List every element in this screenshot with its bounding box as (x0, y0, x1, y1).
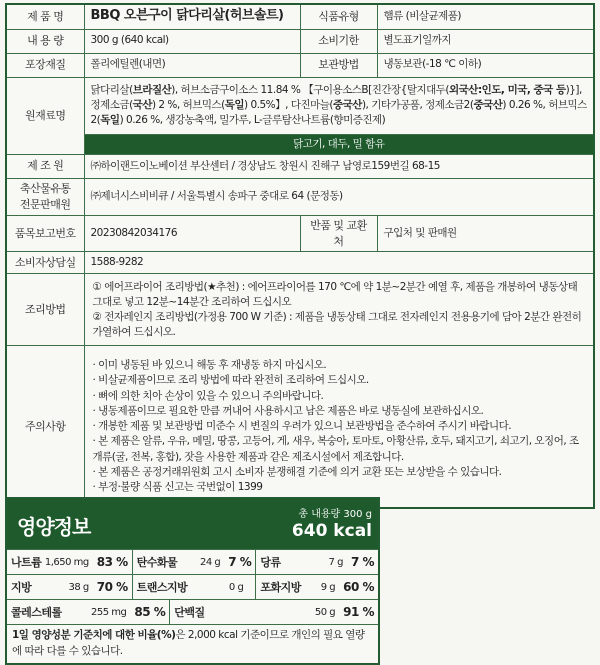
content: 300 g (640 kcal) (84, 29, 300, 53)
label-storage: 보관방법 (300, 53, 377, 77)
seller: ㈜제너시스비비큐 / 서울특별시 송파구 중대로 64 (문정동) (84, 178, 594, 215)
nutrient-amount: 7 g (328, 556, 343, 568)
nutrition-title: 영양정보 (17, 515, 91, 539)
nutrient-name: 트랜스지방 (136, 581, 188, 594)
ingredient-text: 중국산 (473, 98, 503, 111)
return: 구입처 및 판매원 (377, 215, 594, 252)
nutrient-amount: 0 g (228, 581, 244, 593)
nutrient-amount: 38 g (68, 581, 89, 593)
label-cooking: 조리방법 (6, 274, 84, 346)
consumer-phone: 1588-9282 (84, 252, 594, 274)
caution-item: · 냉동제품이므로 필요한 만큼 꺼내어 사용하시고 남은 제품은 바로 냉동실에 보관하십시오. (92, 404, 484, 417)
nutrient-cell (132, 550, 256, 574)
caution-item: · 본 제품은 알류, 우유, 메밀, 땅콩, 고등어, 게, 새우, 복숭아, 토마토, 아황산류, 호두, 돼지고기, 쇠고기, 오징어, 조개류(굴, 전복, 홍합), 잣을 사용한 제품과 같은 제조시설에서 제조합니다. (92, 435, 579, 463)
cautions (84, 346, 594, 508)
nutrient-amount: 9 g (320, 581, 336, 593)
ingredients (84, 77, 594, 134)
label-seller-1: 축산물유통 (19, 181, 71, 195)
caution-item: · 부정·불량 식품 신고는 국번없이 1399 (92, 480, 263, 493)
ingredient-text: ) 2 %, 허브믹스( (151, 98, 225, 111)
nutrient-amount: 255 mg (90, 606, 127, 618)
nutrient-cell (7, 550, 132, 574)
cooking-step: ① 에어프라이어 조리방법(★추천) : 에어프라이어를 170 ℃에 약 1분~2분간 예열 후, 제품을 개봉하여 냉동상태 그대로 넣고 12분~14분간 조리하여 드십시오 (92, 280, 578, 308)
nutrition-row (7, 599, 378, 624)
ingredient-text: ) 0.5%】, 다진마늘( (244, 98, 334, 111)
nutrient-percent: 91 % (343, 605, 374, 619)
note-text: 은 2,000 kcal 기준이므로 개인의 필요 열량에 따라 다를 수 있습니다. (12, 629, 365, 657)
nutrient-name: 나트륨 (11, 556, 42, 569)
nutrient-amount: 24 g (199, 556, 221, 568)
ingredient-text: ), 허브소금구이소스 11.84 % 【구이용소스B[진간장{탈지대두( (171, 83, 450, 96)
caution-item: · 이미 냉동된 바 있으니 해동 후 재냉동 하지 마십시오. (92, 359, 327, 372)
ingredient-text: 국산 (132, 98, 152, 111)
nutrient-amount: 1,650 mg (44, 556, 89, 568)
nutrition-note (7, 624, 378, 663)
nutrient-percent: 60 % (343, 580, 374, 594)
packaging: 폴리에틸렌(내면) (84, 53, 300, 77)
nutrient-cell (169, 600, 378, 624)
nutrient-percent: 83 % (96, 555, 128, 569)
ingredient-text: 독일 (100, 114, 120, 127)
report-no: 20230842034176 (84, 215, 300, 252)
total-content: 총 내용량 300 g (298, 509, 372, 520)
label-seller-2: 전문판매원 (19, 197, 71, 211)
nutrition-header (7, 499, 378, 549)
label-seller (6, 178, 84, 215)
food-type: 햄류 (비살균제품) (377, 4, 594, 29)
nutrition-row (7, 549, 378, 574)
nutrient-name: 당류 (260, 556, 281, 569)
ingredient-text: 외국산:인도, 미국, 중국 등 (449, 83, 566, 96)
cooking-step: ② 전자레인지 조리방법(가정용 700 W 기준) : 제품을 냉동상태 그대로 전자레인지 전용용기에 담아 2분간 완전히 가열하여 드십시오. (92, 310, 582, 339)
nutrient-cell (255, 575, 378, 599)
total-kcal: 640 kcal (291, 521, 372, 541)
ingredient-text: 독일 (224, 98, 245, 111)
nutrient-percent: 70 % (96, 580, 128, 594)
ingredient-text: )}], 정제소금( (90, 83, 582, 111)
cooking-instructions (84, 274, 594, 346)
label-packaging: 포장재질 (6, 53, 84, 77)
ingredient-text: ) 0.26 %, 허브믹스2( (90, 98, 587, 127)
label-report-no: 품목보고번호 (6, 215, 84, 252)
nutrient-name: 단백질 (174, 606, 205, 619)
manufacturer: ㈜하이랜드이노베이션 부산센터 / 경상남도 창원시 진해구 남영로159번길 68-15 (84, 154, 594, 178)
nutrient-name: 콜레스테롤 (11, 606, 62, 619)
caution-item: · 뼈에 의한 치아 손상이 있을 수 있으니 주의바랍니다. (92, 389, 324, 402)
nutrient-name: 지방 (11, 581, 32, 594)
ingredient-text: 중국산 (333, 98, 362, 111)
ingredient-text: 브라질산 (132, 83, 172, 96)
nutrient-cell (7, 600, 169, 624)
note-bold: 1일 영양성분 기준치에 대한 비율(%) (12, 629, 176, 641)
label-food-type: 식품유형 (300, 4, 377, 29)
caution-item: · 본 제품은 공정거래위원회 고시 소비자 분쟁해결 기준에 의거 교환 또는 보상받을 수 있습니다. (92, 465, 502, 478)
nutrient-cell (255, 550, 378, 574)
label-consumer: 소비자상담실 (6, 252, 84, 274)
nutrient-percent: 85 % (134, 605, 166, 619)
ingredient-text: ) 0.26 %, 생강농축액, 밀가루, L-글루탐산나트륨(향미증진제) (119, 114, 386, 127)
expiry: 별도표기일까지 (377, 29, 594, 53)
label-manufacturer: 제 조 원 (6, 154, 84, 178)
label-product-name: 제 품 명 (6, 4, 84, 29)
caution-item: · 개봉한 제품 및 보관방법 미준수 시 변질의 우려가 있으니 보관방법을 준수하여 주시기 바랍니다. (92, 420, 512, 433)
nutrient-name: 탄수화물 (136, 556, 178, 569)
label-ingredients: 원재료명 (6, 77, 84, 154)
product-info-table (5, 3, 595, 509)
nutrient-amount: 50 g (314, 606, 336, 618)
label-return: 반품 및 교환처 (300, 215, 377, 252)
nutrient-percent: 7 % (228, 555, 252, 569)
nutrition-facts (5, 497, 380, 665)
label-content: 내 용 량 (6, 29, 84, 53)
nutrition-row (7, 574, 378, 599)
storage: 냉동보관(-18 ℃ 이하) (377, 53, 594, 77)
caution-item: · 비살균제품이므로 조리 방법에 따라 완전히 조리하여 드십시오. (92, 374, 369, 387)
nutrient-cell (132, 575, 256, 599)
allergy-banner: 닭고기, 대두, 밀 함유 (84, 134, 594, 154)
ingredient-text: 닭다리살( (90, 83, 133, 96)
product-name: BBQ 오븐구이 닭다리살(허브솔트) (84, 4, 300, 29)
nutrient-percent: 7 % (350, 555, 374, 569)
label-expiry: 소비기한 (300, 29, 377, 53)
nutrient-cell (7, 575, 132, 599)
ingredient-text: ), 기타가공품, 정제소금2( (361, 98, 474, 111)
nutrient-name: 포화지방 (260, 581, 301, 594)
label-caution: 주의사항 (6, 346, 84, 508)
